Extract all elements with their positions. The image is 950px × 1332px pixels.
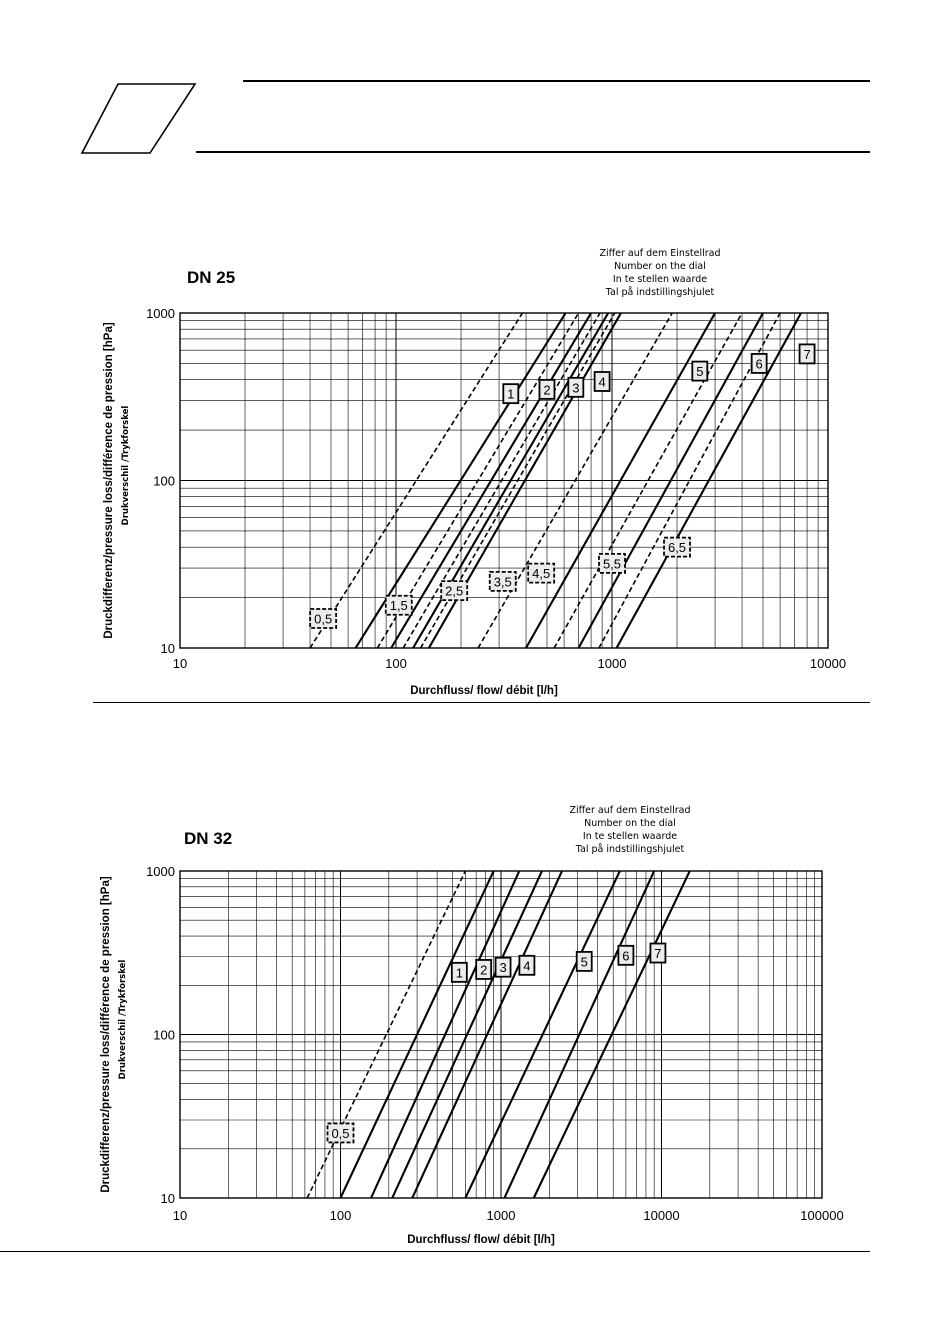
curve-label-text: 4 — [598, 374, 606, 390]
x-tick-label: 1000 — [597, 656, 627, 671]
curve-label-text: 2 — [480, 962, 488, 978]
dial-legend-line: In te stellen waarde — [612, 274, 708, 285]
curve-label-text: 6 — [755, 356, 763, 372]
y-axis-sublabel: Drukverschil /Trykforskel — [118, 959, 128, 1080]
chart-title-dn25: DN 25 — [187, 268, 236, 287]
y-tick-label: 10 — [160, 1191, 175, 1206]
x-tick-label: 10 — [172, 1208, 188, 1223]
curve-label-text: 5,5 — [602, 556, 622, 572]
curve-label-text: 5 — [580, 954, 588, 970]
curve-label-text: 2,5 — [445, 583, 464, 599]
curve-label-text: 0,5 — [314, 611, 333, 627]
dial-legend-line: Ziffer auf dem Einstellrad — [599, 248, 721, 259]
x-axis-label: Durchfluss/ flow/ débit [l/h] — [410, 685, 558, 697]
y-axis-label: Druckdifferenz/pressure loss/différence de pression [hPa] — [100, 876, 112, 1193]
dial-legend-line: Number on the dial — [614, 261, 706, 272]
curve-label-text: 4,5 — [532, 566, 551, 582]
dial-legend-line: Ziffer auf dem Einstellrad — [569, 805, 691, 816]
y-tick-label: 100 — [153, 473, 175, 489]
curve-label-text: 3 — [572, 380, 580, 396]
curve-label-text: 6,5 — [667, 540, 687, 556]
dial-legend-line: Tal på indstillingshjulet — [575, 844, 685, 855]
y-tick-label: 100 — [153, 1027, 175, 1043]
curve-label-text: 1,5 — [389, 598, 408, 614]
y-tick-label: 1000 — [146, 864, 175, 879]
y-axis-label: Druckdifferenz/pressure loss/différence de pression [hPa] — [103, 322, 115, 639]
chart-title-dn32: DN 32 — [184, 829, 233, 848]
y-axis-sublabel: Drukverschil /Trykforskel — [121, 405, 131, 526]
curve-label-text: 3 — [499, 960, 507, 976]
x-axis-label: Durchfluss/ flow/ débit [l/h] — [407, 1234, 555, 1246]
dial-legend-line: Tal på indstillingshjulet — [605, 287, 715, 298]
curve-label-text: 4 — [523, 958, 531, 974]
curve-label-text: 1 — [455, 965, 463, 981]
x-tick-label: 10000 — [809, 656, 847, 671]
chart-separator-2 — [0, 1251, 870, 1252]
x-tick-label: 100000 — [800, 1208, 844, 1223]
y-tick-label: 1000 — [146, 306, 175, 321]
y-tick-label: 10 — [160, 641, 175, 656]
curve-label-text: 2 — [543, 382, 551, 398]
x-tick-label: 1000 — [486, 1208, 516, 1223]
curve-label-text: 7 — [803, 346, 811, 362]
curve-label-text: 7 — [654, 946, 662, 962]
x-tick-label: 10000 — [643, 1208, 680, 1223]
x-tick-label: 100 — [329, 1208, 352, 1223]
x-tick-label: 10 — [172, 656, 188, 671]
curve-label-text: 0,5 — [331, 1125, 350, 1141]
dial-legend-line: In te stellen waarde — [582, 831, 678, 842]
curve-label-text: 1 — [507, 386, 515, 402]
x-tick-label: 100 — [385, 656, 407, 671]
dial-legend-line: Number on the dial — [584, 818, 676, 829]
curve-label-text: 3,5 — [493, 574, 512, 590]
curve-label-text: 6 — [622, 948, 630, 964]
curve-label-text: 5 — [696, 364, 704, 380]
